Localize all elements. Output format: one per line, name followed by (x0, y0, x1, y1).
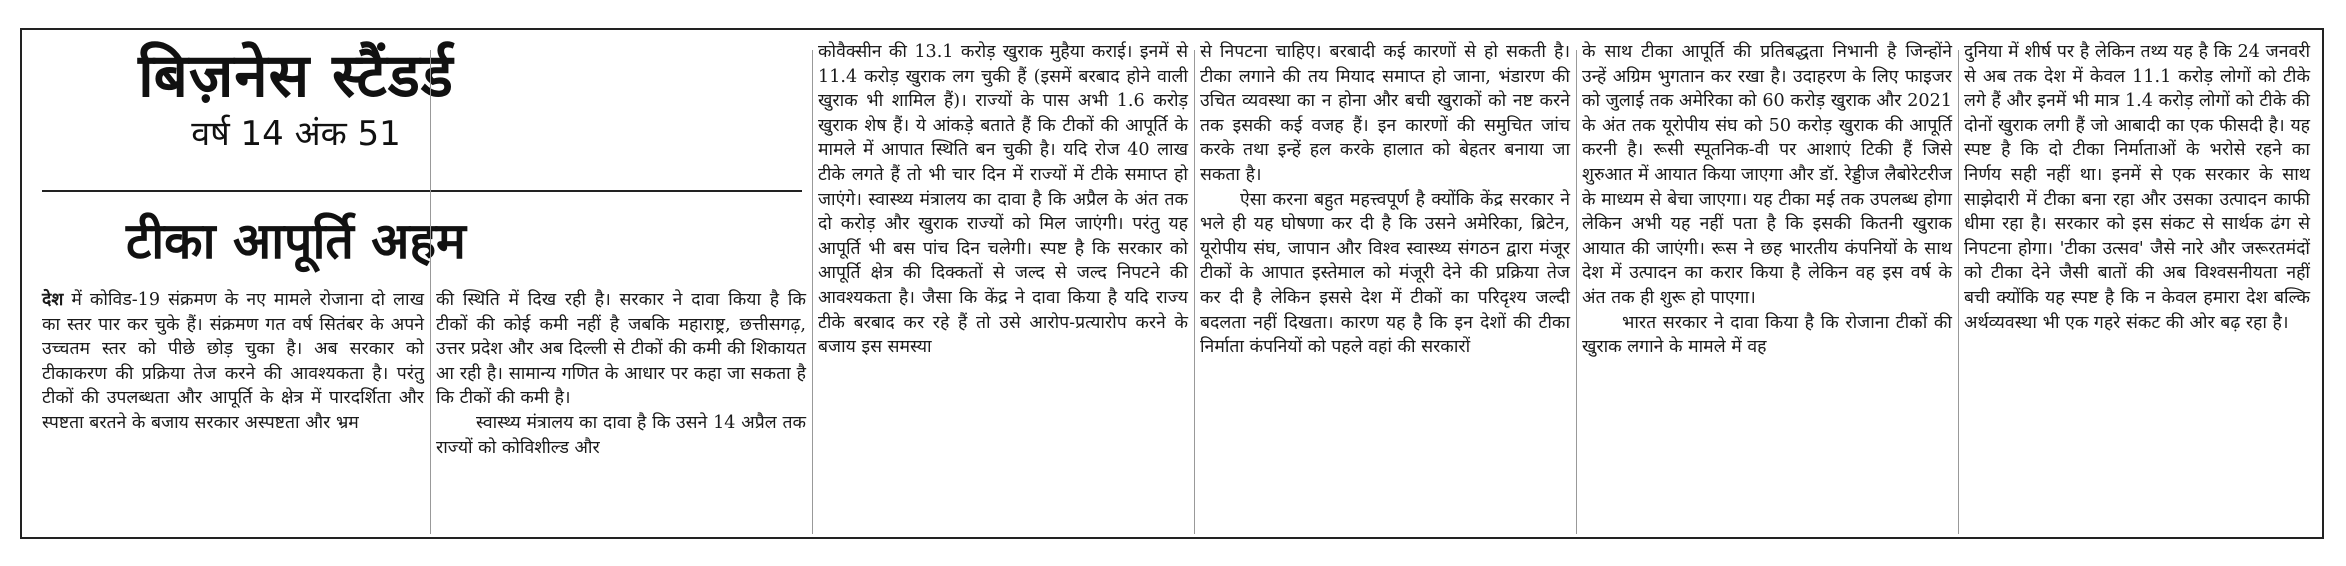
article-column-5 (1582, 40, 1952, 360)
masthead (42, 40, 550, 190)
article-column-2 (436, 288, 806, 460)
column-divider (1576, 50, 1577, 534)
paragraph: के साथ टीका आपूर्ति की प्रतिबद्धता निभानी है जिन्होंने उन्हें अग्रिम भुगतान कर रखा है। उदाहरण के लिए फाइजर को जुलाई तक अमेरिका को 60 करोड़ खुराक और 2021 के अंत तक यूरोपीय संघ को 50 करोड़ खुराक की आपूर्ति करनी है। रूसी स्पूतनिक-वी पर आशाएं टिकी हैं जिसे शुरुआत में आयात किया जाएगा और डॉ. रेड्डीज लैबोरेटरीज के माध्यम से बेचा जाएगा। यह टीका मई तक उपलब्ध होगा लेकिन अभी यह नहीं पता है कि इसकी कितनी खुराक आयात की जाएंगी। रूस ने छह भारतीय कंपनियों के साथ देश में उत्पादन का करार किया है लेकिन वह इस वर्ष के अंत तक ही शुरू हो पाएगा। (1582, 42, 1952, 308)
paragraph: दुनिया में शीर्ष पर है लेकिन तथ्य यह है कि 24 जनवरी से अब तक देश में केवल 11.1 करोड़ लोगों को टीके लगे हैं और इनमें भी मात्र 1.4 करोड़ लोगों को टीके की दोनों खुराक लगी हैं जो आबादी का एक फीसदी है। यह स्पष्ट है कि दो टीका निर्माताओं के भरोसे रहने का निर्णय सही नहीं था। इनमें से एक सरकार के साथ साझेदारी में टीका बना रहा और उसका उत्पादन काफी धीमा रहा है। सरकार को इस संकट से सार्थक ढंग से निपटना होगा। 'टीका उत्सव' जैसे नारे और जरूरतमंदों को टीका देने जैसी बातों की अब विश्वसनीयता नहीं बची क्योंकि यह स्पष्ट है कि न केवल हमारा देश बल्कि अर्थव्यवस्था भी एक गहरे संकट की ओर बढ़ रहा है। (1964, 42, 2310, 333)
newspaper-clipping (20, 28, 2324, 539)
headline: टीका आपूर्ति अहम (126, 212, 466, 270)
paper-name: बिज़नेस स्टैंडर्ड (138, 41, 454, 111)
paragraph: कोवैक्सीन की 13.1 करोड़ खुराक मुहैया कराई। इनमें से 11.4 करोड़ खुराक लग चुकी हैं (इसमें बरबाद होने वाली खुराक भी शामिल हैं)। राज्यों के पास अभी 1.6 करोड़ खुराक शेष हैं। ये आंकड़े बताते हैं कि टीकों की आपूर्ति के मामले में आपात स्थिति बन चुकी है। यदि रोज 40 लाख टीके लगते हैं तो भी चार दिन में राज्यों में टीके समाप्त हो जाएंगे। स्वास्थ्य मंत्रालय का दावा है कि अप्रैल के अंत तक दो करोड़ और खुराक राज्यों को मिल जाएंगी। परंतु यह आपूर्ति भी बस पांच दिन चलेगी। स्पष्ट है कि सरकार को आपूर्ति क्षेत्र की दिक्कतों से जल्द से जल्द निपटने की आवश्यकता है। जैसा कि केंद्र ने दावा किया है यदि राज्य टीके बरबाद कर रहे हैं तो उसे आरोप-प्रत्यारोप करने के बजाय इस समस्या (818, 42, 1188, 358)
column-divider (812, 50, 813, 534)
headline-rule-top (42, 190, 802, 192)
paragraph: देश में कोविड-19 संक्रमण के नए मामले रोजाना दो लाख का स्तर पार कर चुके हैं। संक्रमण गत वर्ष सितंबर के अपने उच्चतम स्तर को पीछे छोड़ चुका है। अब सरकार को टीकाकरण की प्रक्रिया तेज करने की आवश्यकता है। परंतु टीकों की उपलब्धता और आपूर्ति के क्षेत्र में पारदर्शिता और स्पष्टता बरतने के बजाय सरकार अस्पष्टता और भ्रम (42, 289, 424, 433)
paragraph: भारत सरकार ने दावा किया है कि रोजाना टीकों की खुराक लगाने के मामले में वह (1582, 312, 1952, 358)
article-column-3 (818, 40, 1188, 360)
issue-number: वर्ष 14 अंक 51 (191, 114, 401, 154)
paragraph: की स्थिति में दिख रही है। सरकार ने दावा किया है कि टीकों की कोई कमी नहीं है जबकि महाराष्ट्र, छत्तीसगढ़, उत्तर प्रदेश और अब दिल्ली से टीकों की कमी की शिकायत आ रही है। सामान्य गणित के आधार पर कहा जा सकता है कि टीकों की कमी है। (436, 290, 806, 409)
paragraph: ऐसा करना बहुत महत्त्वपूर्ण है क्योंकि केंद्र सरकार ने भले ही यह घोषणा कर दी है कि उसने अमेरिका, ब्रिटेन, यूरोपीय संघ, जापान और विश्व स्वास्थ्य संगठन द्वारा मंजूर टीकों के आपात इस्तेमाल को मंजूरी देने की प्रक्रिया तेज कर दी है लेकिन इससे देश में टीकों का परिदृश्य जल्दी बदलता नहीं दिखता। कारण यह है कि इन देशों की टीका निर्माता कंपनियों को पहले वहां की सरकारों (1200, 189, 1570, 358)
paragraph: स्वास्थ्य मंत्रालय का दावा है कि उसने 14 अप्रैल तक राज्यों को कोविशील्ड और (436, 412, 806, 458)
column-divider (430, 50, 431, 534)
article-column-6 (1964, 40, 2310, 335)
column-divider (1194, 50, 1195, 534)
article-column-4 (1200, 40, 1570, 360)
article-column-1 (42, 288, 424, 436)
column-divider (1958, 50, 1959, 534)
lead-word: देश (42, 289, 64, 310)
paragraph: से निपटना चाहिए। बरबादी कई कारणों से हो सकती है। टीका लगाने की तय मियाद समाप्त हो जाना, भंडारण की उचित व्यवस्था का न होना और बची खुराकों को नष्ट करने तक इसकी कई वजह हैं। इन कारणों की समुचित जांच करके तथा इन्हें हल करके हालात को बेहतर बनाया जा सकता है। (1200, 42, 1570, 185)
